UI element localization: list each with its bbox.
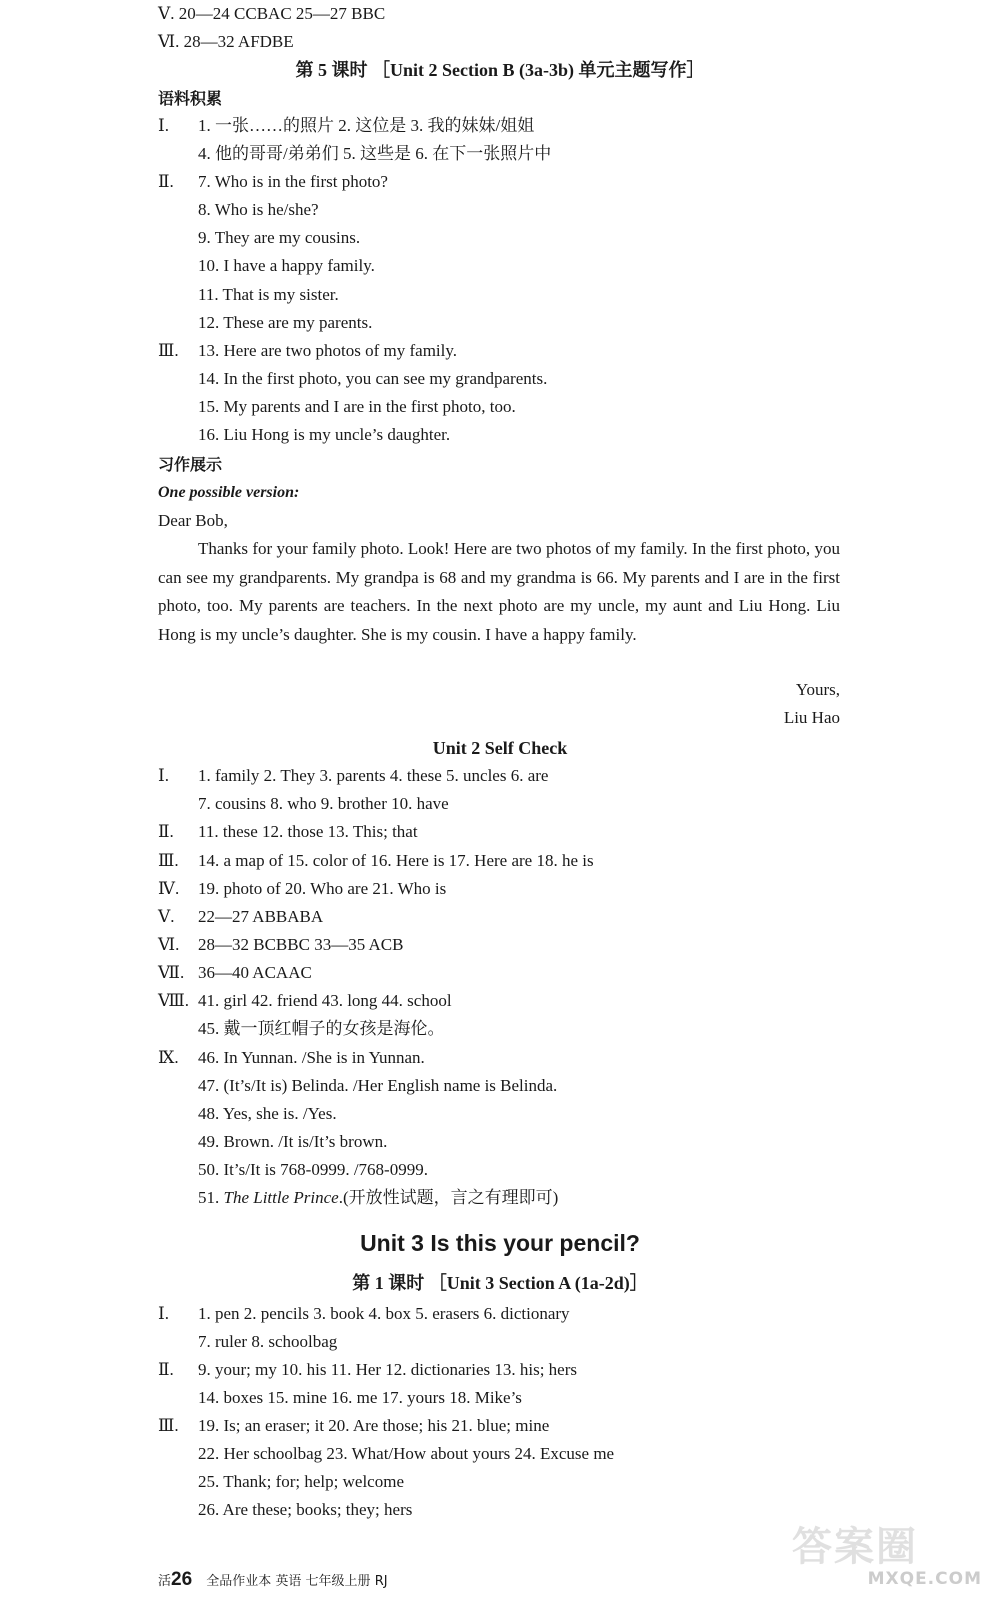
answer-line: 16. Liu Hong is my uncle’s daughter.	[198, 425, 451, 444]
answer-line: 12. These are my parents.	[198, 313, 373, 332]
section-label-writing: 习作展示	[158, 455, 223, 474]
answer-line: 45. 戴一顶红帽子的女孩是海伦。	[198, 1019, 445, 1038]
answer-line: Ⅱ. 7. Who is in the first photo?	[158, 172, 388, 191]
page-number: 26	[171, 1569, 193, 1590]
unit-title: Unit 3 Is this your pencil?	[360, 1230, 640, 1256]
answer-line: 22. Her schoolbag 23. What/How about yours 24. Excuse me	[198, 1444, 615, 1463]
answer-line: Ⅴ. 22—27 ABBABA	[158, 907, 324, 926]
watermark-logo: 答案圈 MXQE.COM	[792, 1524, 982, 1589]
answer-line: Ⅱ. 9. your; my 10. his 11. Her 12. dictionaries 13. his; hers	[158, 1360, 577, 1379]
answer-line: Ⅴ. 20—24 CCBAC 25—27 BBC	[158, 4, 386, 23]
letter-closing: Yours,	[795, 680, 840, 699]
answer-line: Ⅰ. 1. pen 2. pencils 3. book 4. box 5. erasers 6. dictionary	[158, 1304, 570, 1323]
answer-line: Ⅱ. 11. these 12. those 13. This; that	[158, 822, 418, 841]
answer-line: Ⅵ. 28—32 BCBBC 33—35 ACB	[158, 935, 404, 954]
letter-signature: Liu Hao	[783, 708, 840, 727]
answer-line: 15. My parents and I are in the first photo, too.	[198, 397, 516, 416]
answer-line: 8. Who is he/she?	[198, 200, 319, 219]
footer-prefix: 活	[158, 1574, 172, 1589]
footer-text: 全品作业本 英语 七年级上册 RJ	[206, 1574, 388, 1589]
answer-line: 9. They are my cousins.	[198, 228, 361, 247]
answer-line: 49. Brown. /It is/It’s brown.	[198, 1132, 388, 1151]
letter-body: Thanks for your family photo. Look! Here are two photos of my family. In the first photo, you can see my grandparents. My grandpa is 68 and my grandma is 66. My parents and I are in the first photo, too. My parents are teachers. In the next photo are my uncle, my aunt and Liu Hong. Liu Hong is my uncle’s daughter. She is my cousin. I have a happy family.	[158, 539, 840, 644]
answer-line: Ⅰ. 1. 一张……的照片 2. 这位是 3. 我的妹妹/姐姐	[158, 116, 535, 135]
version-label: One possible version:	[158, 484, 300, 501]
lesson-heading: 第 5 课时 ［Unit 2 Section B (3a-3b) 单元主题写作］	[295, 60, 705, 80]
answer-line: Ⅲ. 19. Is; an eraser; it 20. Are those; his 21. blue; mine	[158, 1416, 550, 1435]
answer-line: Ⅵ. 28—32 AFDBE	[158, 32, 294, 51]
answer-line: Ⅷ. 41. girl 42. friend 43. long 44. school	[158, 991, 452, 1010]
answer-line: Ⅸ. 46. In Yunnan. /She is in Yunnan.	[158, 1048, 425, 1067]
lesson-heading: 第 1 课时 ［Unit 3 Section A (1a-2d)］	[352, 1273, 648, 1293]
answer-line: 14. In the first photo, you can see my grandparents.	[198, 369, 548, 388]
answer-line: 11. That is my sister.	[198, 285, 339, 304]
letter-greeting: Dear Bob,	[158, 511, 228, 530]
answer-line: Ⅰ. 1. family 2. They 3. parents 4. these 5. uncles 6. are	[158, 766, 549, 785]
book-title: The Little Prince	[223, 1188, 339, 1207]
answer-line: 25. Thank; for; help; welcome	[198, 1472, 404, 1491]
answer-line: 10. I have a happy family.	[198, 256, 375, 275]
page-footer	[158, 1570, 388, 1592]
answer-line: Ⅶ. 36—40 ACAAC	[158, 963, 312, 982]
answer-line: Ⅳ. 19. photo of 20. Who are 21. Who is	[158, 879, 447, 898]
answer-line: 50. It’s/It is 768-0999. /768-0999.	[198, 1160, 428, 1179]
self-check-heading: Unit 2 Self Check	[432, 738, 568, 758]
answer-line: 48. Yes, she is. /Yes.	[198, 1104, 337, 1123]
answer-line: Ⅲ. 13. Here are two photos of my family.	[158, 341, 458, 360]
answer-line: 14. boxes 15. mine 16. me 17. yours 18. Mike’s	[198, 1388, 522, 1407]
answer-line: Ⅲ. 14. a map of 15. color of 16. Here is 17. Here are 18. he is	[158, 851, 594, 870]
section-label-corpus: 语料积累	[158, 89, 223, 108]
answer-line: 26. Are these; books; they; hers	[198, 1500, 413, 1519]
answer-line: 7. cousins 8. who 9. brother 10. have	[198, 794, 449, 813]
answer-line: 51. The Little Prince.(开放性试题，言之有理即可)	[198, 1188, 559, 1207]
answer-line: 4. 他的哥哥/弟弟们 5. 这些是 6. 在下一张照片中	[198, 144, 552, 163]
answer-line: 47. (It’s/It is) Belinda. /Her English name is Belinda.	[198, 1076, 558, 1095]
answer-line: 7. ruler 8. schoolbag	[198, 1332, 338, 1351]
